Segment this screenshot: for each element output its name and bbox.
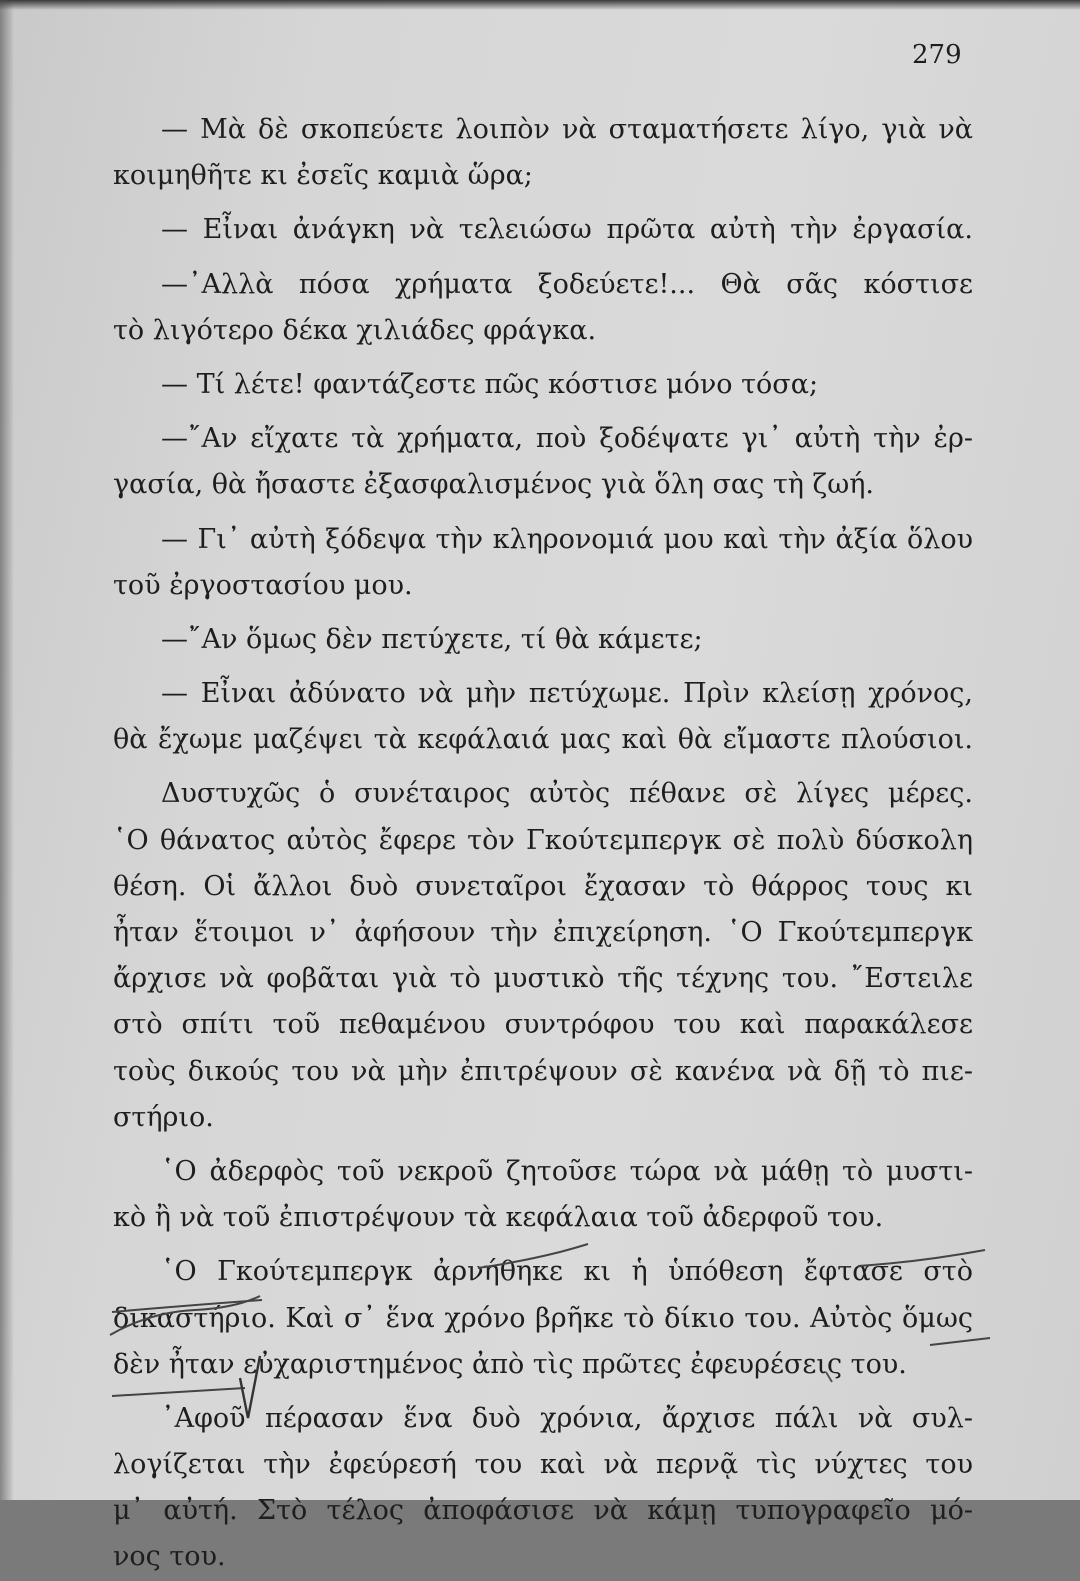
text-line: ἦταν ἕτοιμοι ν᾿ ἀφήσουν τὴν ἐπιχείρηση. ῾Ο Γκούτεμπεργκ [113,917,973,948]
text-line: ᾿Αφοῦ πέρασαν ἕνα δυὸ χρόνια, ἄρχισε πάλι νὰ συλ- [161,1402,973,1434]
text-line: δικαστήριο. Καὶ σ᾿ ἕνα χρόνο βρῆκε τὸ δίκιο του. Αὐτὸς ὅμως [113,1302,973,1334]
text-line: — Εἶναι ἀνάγκη νὰ τελειώσω πρῶτα αὐτὴ τὴν ἐργασία. [161,214,973,246]
text-line: —῎Αν ὅμως δὲν πετύχετε, τί θὰ κάμετε; [161,623,703,655]
text-line: —᾿Αλλὰ πόσα χρήματα ξοδεύετε!... Θὰ σᾶς κόστισε [161,268,973,300]
text-line: —῎Αν εἴχατε τὰ χρήματα, ποὺ ξοδέψατε γι᾿ αὐτὴ τὴν ἐρ- [161,423,973,455]
scan-edge-shadow [0,0,1080,10]
text-line: ῾Ο ἀδερφὸς τοῦ νεκροῦ ζητοῦσε τώρα νὰ μάθῃ τὸ μυστι- [161,1155,973,1187]
text-line: ἄρχισε νὰ φοβᾶται γιὰ τὸ μυστικὸ τῆς τέχνης του. ῎Εστειλε [113,963,973,995]
text-line: ῾Ο θάνατος αὐτὸς ἔφερε τὸν Γκούτεμπεργκ σὲ πολὺ δύσκολη [113,824,973,856]
text-line: γασία, θὰ ἤσαστε ἐξασφαλισμένος γιὰ ὅλη σας τὴ ζωή. [113,469,874,501]
text-line: — Εἶναι ἀδύνατο νὰ μὴν πετύχωμε. Πρὶν κλείσῃ χρόνος, [161,678,973,710]
text-line: ῾Ο Γκούτεμπεργκ ἀρνήθηκε κι ἡ ὑπόθεση ἔφτασε στὸ [161,1256,973,1288]
text-line: τὸ λιγότερο δέκα χιλιάδες φράγκα. [113,314,597,346]
text-line: δὲν ἦταν εὐχαριστημένος ἀπὸ τὶς πρῶτες ἐφευρέσεις του. [113,1348,907,1380]
text-line: μ᾿ αὐτή. Στὸ τέλος ἀποφάσισε νὰ κάμῃ τυπογραφεῖο μό- [113,1495,973,1527]
text-line: — Τί λέτε! φαντάζεστε πῶς κόστισε μόνο τόσα; [161,368,819,400]
text-line: στὸ σπίτι τοῦ πεθαμένου συντρόφου του καὶ παρακάλεσε [113,1009,973,1041]
text-line: θὰ ἔχωμε μαζέψει τὰ κεφάλαιά μας καὶ θὰ εἴμαστε πλούσιοι. [113,724,973,756]
page-number: 279 [912,40,962,70]
text-body [113,107,973,1581]
text-line: νος του. [113,1541,226,1573]
text-line: τοὺς δικούς του νὰ μὴν ἐπιτρέψουν σὲ κανένα νὰ δῇ τὸ πιε- [113,1055,973,1087]
page-gutter-shadow [0,0,14,1500]
text-line: τοῦ ἐργοστασίου μου. [113,569,413,601]
text-line: — Μὰ δὲ σκοπεύετε λοιπὸν νὰ σταματήσετε λίγο, γιὰ νὰ [161,114,973,145]
text-line: θέση. Οἱ ἄλλοι δυὸ συνεταῖροι ἔχασαν τὸ θάρρος τους κι [113,870,973,902]
text-line: Δυστυχῶς ὁ συνέταιρος αὐτὸς πέθανε σὲ λίγες μέρες. [161,778,973,810]
text-line: λογίζεται τὴν ἐφεύρεσή του καὶ νὰ περνᾷ τὶς νύχτες του [113,1449,973,1481]
text-line: στήριο. [113,1101,214,1133]
text-line: κοιμηθῆτε κι ἐσεῖς καμιὰ ὥρα; [113,160,533,192]
text-line: — Γι᾿ αὐτὴ ξόδεψα τὴν κληρονομιά μου καὶ τὴν ἀξία ὅλου [161,523,973,555]
text-line: κὸ ἢ νὰ τοῦ ἐπιστρέψουν τὰ κεφάλαια τοῦ ἀδερφοῦ του. [113,1202,884,1234]
